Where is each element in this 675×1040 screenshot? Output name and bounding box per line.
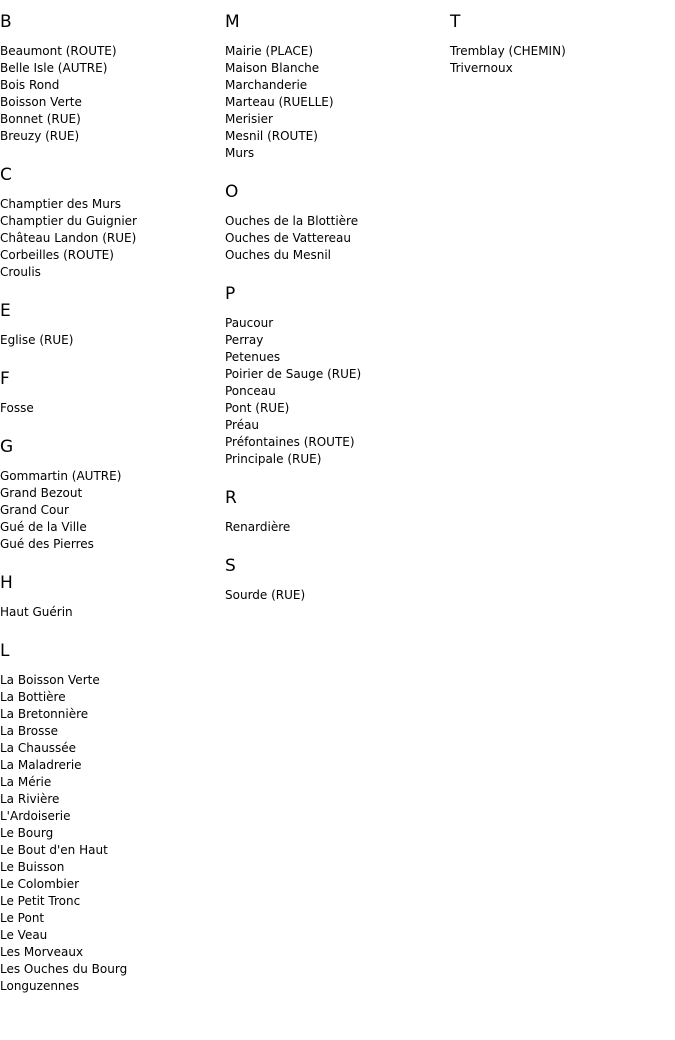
street-link[interactable]: Corbeilles (ROUTE) xyxy=(0,248,114,262)
letter-group xyxy=(225,553,450,604)
street-link[interactable]: Le Colombier xyxy=(0,877,80,891)
street-link[interactable]: Poirier de Sauge (RUE) xyxy=(225,367,362,381)
street-list xyxy=(0,672,225,995)
street-link[interactable]: Gué des Pierres xyxy=(0,537,94,551)
letter-group xyxy=(0,570,225,621)
street-link[interactable]: Beaumont (ROUTE) xyxy=(0,44,117,58)
street-link[interactable]: Le Petit Tronc xyxy=(0,894,81,908)
letter-heading: O xyxy=(225,182,239,202)
letter-heading: T xyxy=(450,12,461,32)
letter-group xyxy=(450,9,675,77)
street-column-3 xyxy=(450,9,675,94)
street-list xyxy=(225,315,450,468)
letter-group xyxy=(0,434,225,553)
street-link[interactable]: Les Ouches du Bourg xyxy=(0,962,128,976)
street-link[interactable]: Champtier du Guignier xyxy=(0,214,137,228)
street-link[interactable]: Belle Isle (AUTRE) xyxy=(0,61,108,75)
street-link[interactable]: Maison Blanche xyxy=(225,61,320,75)
letter-group xyxy=(225,485,450,536)
street-list xyxy=(450,43,675,77)
street-link[interactable]: Principale (RUE) xyxy=(225,452,322,466)
letter-heading: C xyxy=(0,165,12,185)
street-link[interactable]: Les Morveaux xyxy=(0,945,84,959)
street-link[interactable]: La Brosse xyxy=(0,724,58,738)
street-link[interactable]: Mesnil (ROUTE) xyxy=(225,129,318,143)
street-link[interactable]: Gommartin (AUTRE) xyxy=(0,469,122,483)
letter-heading: G xyxy=(0,437,14,457)
street-link[interactable]: Pont (RUE) xyxy=(225,401,290,415)
letter-group xyxy=(0,162,225,281)
street-link[interactable]: Marteau (RUELLE) xyxy=(225,95,334,109)
letter-heading: B xyxy=(0,12,12,32)
street-link[interactable]: Renardière xyxy=(225,520,291,534)
street-list xyxy=(0,196,225,281)
street-link[interactable]: La Bottière xyxy=(0,690,66,704)
street-list xyxy=(0,604,225,621)
street-list xyxy=(0,400,225,417)
street-link[interactable]: Petenues xyxy=(225,350,281,364)
letter-group xyxy=(0,366,225,417)
letter-heading: M xyxy=(225,12,240,32)
letter-heading: H xyxy=(0,573,13,593)
street-link[interactable]: Grand Bezout xyxy=(0,486,83,500)
street-link[interactable]: Ouches de Vattereau xyxy=(225,231,351,245)
street-link[interactable]: La Maladrerie xyxy=(0,758,82,772)
letter-heading: P xyxy=(225,284,236,304)
street-list xyxy=(0,332,225,349)
street-link[interactable]: Longuzennes xyxy=(0,979,80,993)
street-link[interactable]: Champtier des Murs xyxy=(0,197,122,211)
street-link[interactable]: Grand Cour xyxy=(0,503,69,517)
letter-heading: S xyxy=(225,556,236,576)
street-link[interactable]: Haut Guérin xyxy=(0,605,73,619)
letter-heading: E xyxy=(0,301,11,321)
street-column-2 xyxy=(225,9,450,621)
street-list xyxy=(0,468,225,553)
street-link[interactable]: Merisier xyxy=(225,112,273,126)
street-link[interactable]: Le Veau xyxy=(0,928,48,942)
street-list xyxy=(0,43,225,145)
street-link[interactable]: Sourde (RUE) xyxy=(225,588,306,602)
letter-heading: L xyxy=(0,641,10,661)
street-link[interactable]: Perray xyxy=(225,333,264,347)
street-link[interactable]: Murs xyxy=(225,146,255,160)
street-link[interactable]: Château Landon (RUE) xyxy=(0,231,137,245)
street-link[interactable]: Trivernoux xyxy=(450,61,513,75)
letter-group xyxy=(225,281,450,468)
street-link[interactable]: Le Pont xyxy=(0,911,45,925)
street-list xyxy=(225,587,450,604)
street-link[interactable]: La Rivière xyxy=(0,792,60,806)
street-link[interactable]: Ouches de la Blottière xyxy=(225,214,359,228)
street-link[interactable]: Croulis xyxy=(0,265,41,279)
street-link[interactable]: La Bretonnière xyxy=(0,707,89,721)
street-link[interactable]: La Mérie xyxy=(0,775,52,789)
street-list xyxy=(225,43,450,162)
letter-group xyxy=(0,9,225,145)
street-link[interactable]: Eglise (RUE) xyxy=(0,333,74,347)
street-link[interactable]: Préau xyxy=(225,418,260,432)
street-link[interactable]: Boisson Verte xyxy=(0,95,82,109)
letter-group xyxy=(0,298,225,349)
street-link[interactable]: Ponceau xyxy=(225,384,276,398)
street-link[interactable]: La Chaussée xyxy=(0,741,77,755)
street-link[interactable]: Paucour xyxy=(225,316,274,330)
street-link[interactable]: Le Bout d'en Haut xyxy=(0,843,108,857)
letter-group xyxy=(0,638,225,995)
street-link[interactable]: Le Bourg xyxy=(0,826,54,840)
letter-group xyxy=(225,179,450,264)
street-link[interactable]: La Boisson Verte xyxy=(0,673,100,687)
street-link[interactable]: Mairie (PLACE) xyxy=(225,44,314,58)
street-column-1 xyxy=(0,9,225,1012)
street-link[interactable]: Bois Rond xyxy=(0,78,60,92)
street-link[interactable]: Marchanderie xyxy=(225,78,308,92)
street-list xyxy=(225,519,450,536)
letter-heading: F xyxy=(0,369,10,389)
street-link[interactable]: Tremblay (CHEMIN) xyxy=(450,44,566,58)
street-link[interactable]: Gué de la Ville xyxy=(0,520,87,534)
letter-heading: R xyxy=(225,488,237,508)
street-list xyxy=(225,213,450,264)
street-link[interactable]: Bonnet (RUE) xyxy=(0,112,81,126)
street-link[interactable]: Ouches du Mesnil xyxy=(225,248,332,262)
street-link[interactable]: Breuzy (RUE) xyxy=(0,129,80,143)
street-link[interactable]: Le Buisson xyxy=(0,860,65,874)
street-link[interactable]: Fosse xyxy=(0,401,34,415)
street-link[interactable]: Préfontaines (ROUTE) xyxy=(225,435,355,449)
street-link[interactable]: L'Ardoiserie xyxy=(0,809,71,823)
letter-group xyxy=(225,9,450,162)
